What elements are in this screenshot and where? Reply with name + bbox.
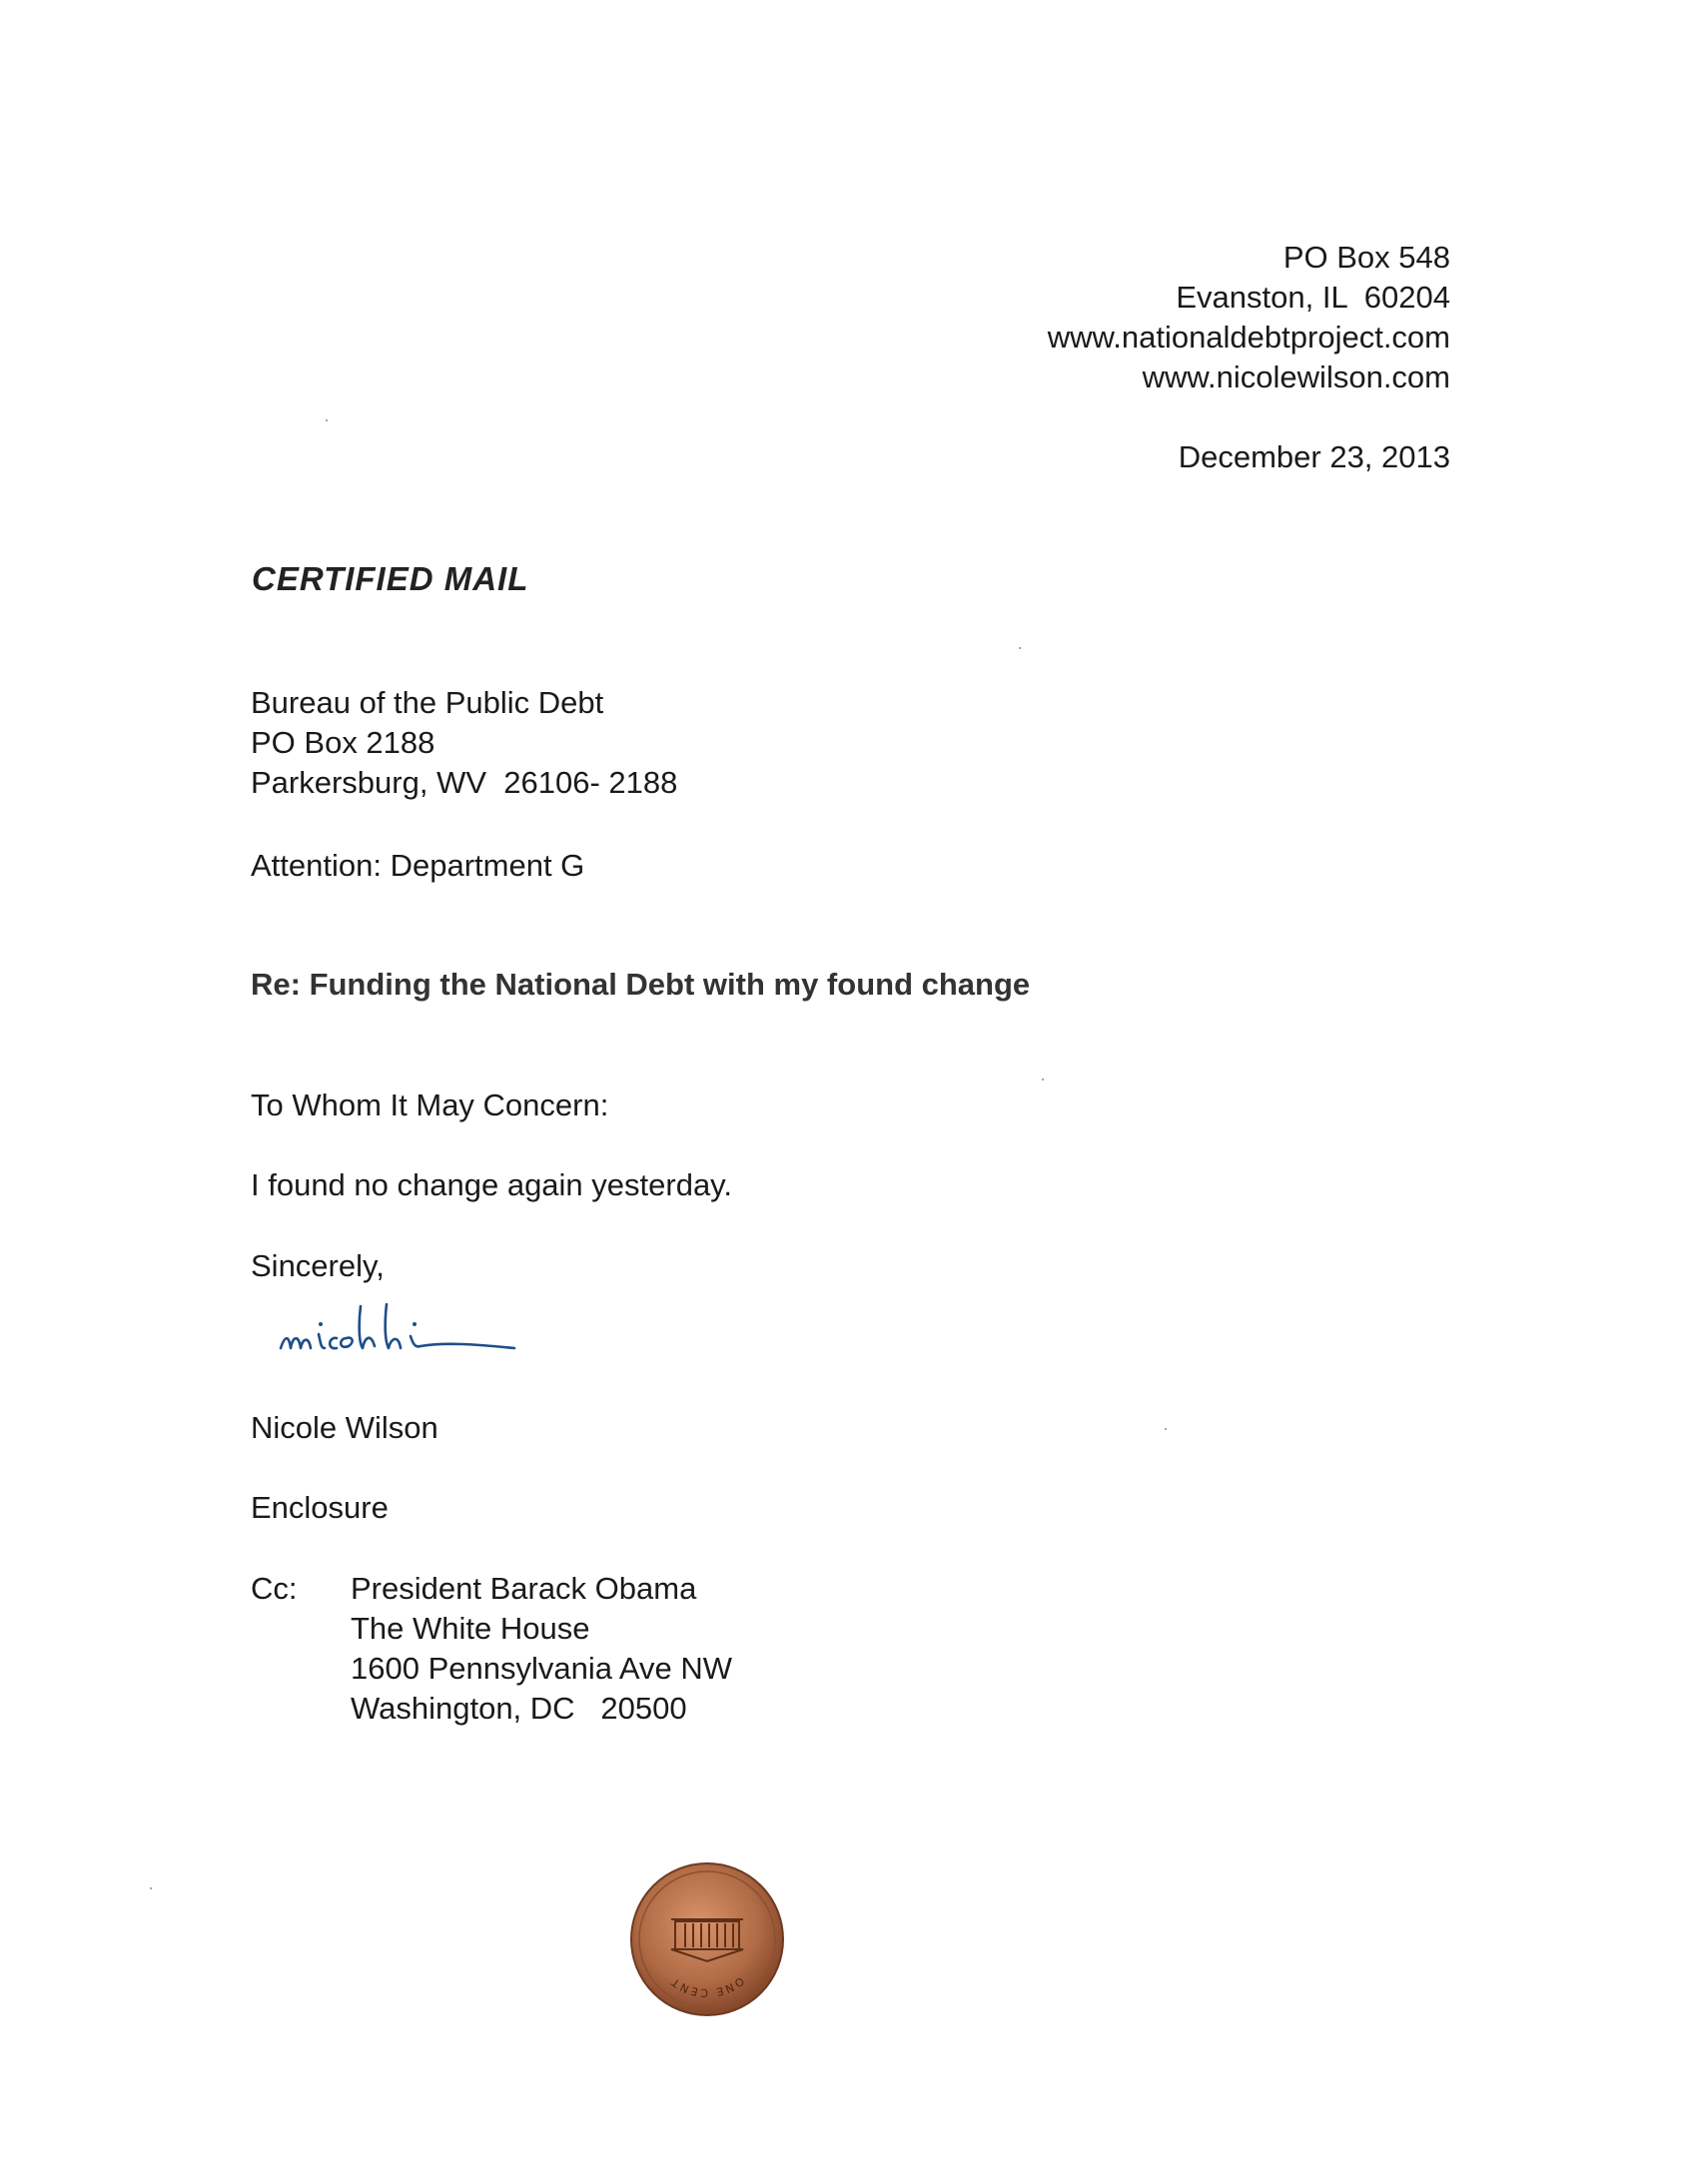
letter-body: I found no change again yesterday. bbox=[251, 1167, 732, 1202]
recipient-city-state-zip: Parkersburg, WV 26106- 2188 bbox=[251, 765, 678, 800]
cc-address-line-3: Washington, DC 20500 bbox=[351, 1691, 687, 1726]
closing: Sincerely, bbox=[251, 1248, 385, 1283]
attention-line: Attention: Department G bbox=[251, 848, 585, 883]
recipient-address-block bbox=[251, 683, 677, 803]
cc-label: Cc: bbox=[251, 1571, 298, 1606]
sender-website-1: www.nationaldebtproject.com bbox=[1047, 320, 1450, 355]
recipient-name: Bureau of the Public Debt bbox=[251, 685, 604, 720]
sender-address-block bbox=[1048, 238, 1450, 397]
letter-date: December 23, 2013 bbox=[1178, 439, 1450, 474]
sender-po-box: PO Box 548 bbox=[1282, 240, 1450, 275]
scan-speck bbox=[1042, 1079, 1044, 1081]
scan-speck bbox=[1165, 1428, 1167, 1430]
sender-website-2: www.nicolewilson.com bbox=[1142, 360, 1450, 394]
subject-line: Re: Funding the National Debt with my found change bbox=[251, 967, 1031, 1002]
penny-coin-icon bbox=[627, 1859, 787, 2019]
sender-city-state-zip: Evanston, IL 60204 bbox=[1176, 280, 1450, 315]
handwritten-signature-icon bbox=[275, 1286, 544, 1376]
certified-mail-heading: CERTIFIED MAIL bbox=[252, 560, 529, 597]
recipient-po-box: PO Box 2188 bbox=[251, 725, 435, 760]
penny-inscription: ONE CENT bbox=[667, 1973, 747, 2000]
cc-address-line-1: The White House bbox=[351, 1611, 590, 1646]
signer-name: Nicole Wilson bbox=[251, 1410, 438, 1445]
scan-speck bbox=[326, 419, 328, 421]
cc-address-block bbox=[351, 1569, 732, 1729]
cc-address-line-2: 1600 Pennsylvania Ave NW bbox=[351, 1651, 732, 1686]
scan-speck bbox=[150, 1887, 152, 1889]
cc-name: President Barack Obama bbox=[351, 1571, 697, 1606]
enclosure-notation: Enclosure bbox=[251, 1490, 389, 1525]
salutation: To Whom It May Concern: bbox=[251, 1088, 609, 1122]
scan-speck bbox=[1019, 647, 1021, 649]
